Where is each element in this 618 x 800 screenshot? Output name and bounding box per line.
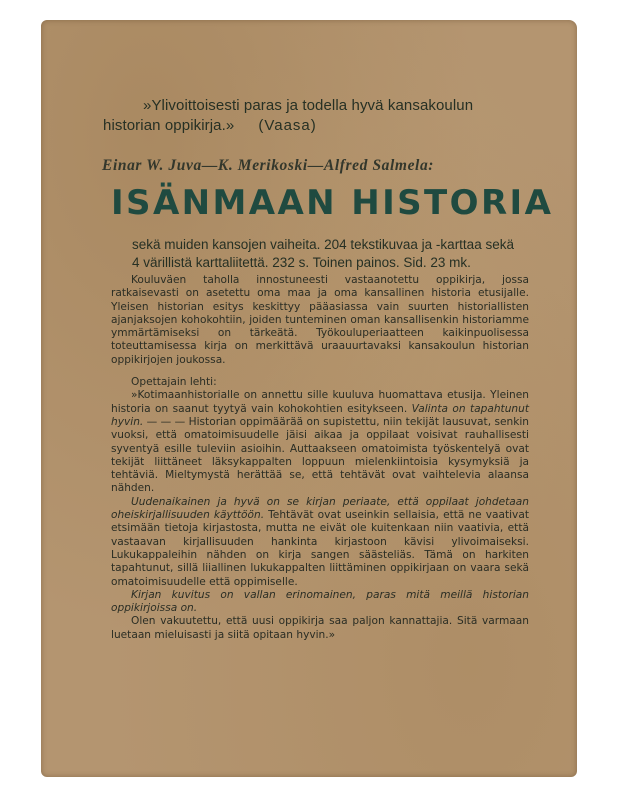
subtitle-line-1: sekä muiden kansojen vaiheita. 204 tekstikuvaa ja -karttaa sekä — [132, 237, 514, 252]
book-title: ISÄNMAAN HISTORIA — [111, 183, 554, 223]
subtitle-line-2: 4 värillistä karttaliitettä. 232 s. Toinen painos. Sid. 23 mk. — [132, 255, 471, 270]
authors: Einar W. Juva—K. Merikoski—Alfred Salmela: — [102, 157, 435, 174]
quote-line-2 — [103, 116, 543, 136]
body-text — [111, 274, 529, 642]
quote-text: historian oppikirja.» — [103, 117, 235, 134]
review-paragraph-4: Olen vakuutettu, että uusi oppikirja saa paljon kannattajia. Sitä varmaan luetaan mieluisasti ja siitä opitaan hyvin.» — [111, 615, 529, 641]
description-paragraph: Kouluväen taholla innostuneesti vastaanotettu oppikirja, jossa ratkaisevasti on asetettu oma maa ja oma kansallinen historia etusijalle. Yleisen historian esitys keskittyy pääasiassa vain suurten historiallisten ajanjaksojen kohokohtiin, joiden tunteminen oman kansallisenkin historiamme ymmärtämiseksi on tärkeätä. Työkouluperiaatteen kaikinpuolisessa toteuttamisessa kirja on merkittävä uraauurtavaksi kansakoulun historian oppikirjojen joukossa. — [111, 274, 529, 366]
review-paragraph-3 — [111, 589, 529, 616]
review-paragraph-2: Uudenaikainen ja hyvä on se kirjan periaate, että oppilaat johdetaan oheiskirjallisuuden käyttöön. Tehtävät ovat useinkin sellaisia, että ne vaativat etsimään tietoja kirjastosta, mutta ne eivät ole kuitenkaan niin vaativia, että vastaavan kirjallisuuden hankinta kirjastoon kävisi ylivoimaiseksi. Lukukappaleihin nähden on kirja sangen säästeliäs. Tämä on harkiten tapahtunut, sillä liiallinen lukukappalten liittäminen oppikirjaan on vaara sekä omatoimisuudelle että oppimiselle. — [111, 495, 529, 588]
emphasis: Valinta on tapahtunut hyvin. — [111, 402, 529, 428]
review-paragraph-1: »Kotimaanhistorialle on annettu sille kuuluva huomattava etusija. Yleinen historia on saanut tyytyä vain kohokohtien esitykseen. Valinta on tapahtunut hyvin. — — — Historian oppimäärää on supistettu, niin tekijät lausuvat, senkin vuoksi, että omatoimisuudelle jäisi aikaa ja oppilaat voisivat rauhallisesti syventyä esille tuleviin asioihin. Auttaakseen omatoimista työskentelyä ovat tekijät liittäneet läksykappalten loppuun mielenkiintoisia kysymyksiä ja tehtäviä. Mieltymystä herättää se, että tehtävät ovat vaihtelevia alaansa nähden. — [111, 389, 529, 495]
review-source-label: Opettajain lehti: — [131, 376, 217, 389]
book-subtitle — [132, 236, 552, 272]
quote-source: (Vaasa) — [258, 117, 317, 134]
emphasis: Uudenaikainen ja hyvä on se kirjan periaate, että oppilaat johdetaan oheiskirjallisuuden käyttöön. — [111, 495, 529, 522]
review-quote — [103, 96, 543, 136]
emphasis: Kirjan kuvitus on vallan erinomainen, paras mitä meillä historian oppikirjoissa on. — [111, 588, 529, 615]
quote-line-1: »Ylivoittoisesti paras ja todella hyvä kansakoulun — [143, 97, 474, 114]
